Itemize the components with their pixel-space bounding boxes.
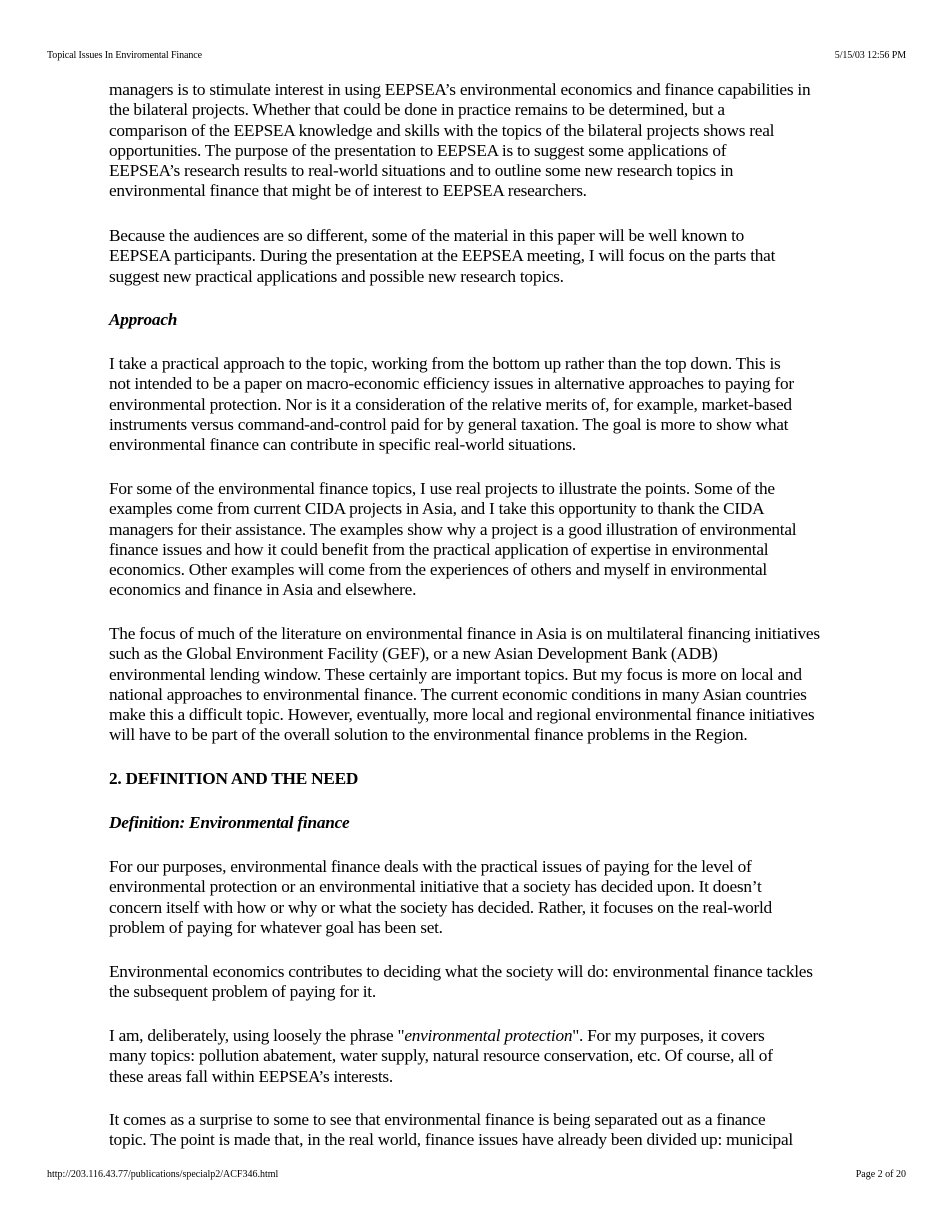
text-line: managers for their assistance. The examples show why a project is a good illustration of environmental	[109, 519, 797, 539]
text-line: make this a difficult topic. However, eventually, more local and regional environmental finance initiatives	[109, 705, 815, 725]
text-line: opportunities. The purpose of the presentation to EEPSEA is to suggest some applications of	[109, 140, 727, 160]
print-header-datetime: 5/15/03 12:56 PM	[834, 50, 906, 61]
text-line: many topics: pollution abatement, water supply, natural resource conservation, etc. Of course, all of	[109, 1046, 773, 1066]
print-footer-url: http://203.116.43.77/publications/specialp2/ACF346.html	[47, 1169, 279, 1180]
text-line: For our purposes, environmental finance deals with the practical issues of paying for the level of	[109, 857, 752, 876]
text-line: topic. The point is made that, in the real world, finance issues have already been divided up: municipal	[109, 1130, 793, 1150]
text-segment: I am, deliberately, using loosely the phrase "	[109, 1026, 405, 1045]
text-line: environmental finance that might be of interest to EEPSEA researchers.	[109, 181, 587, 201]
text-line: EEPSEA participants. During the presentation at the EEPSEA meeting, I will focus on the parts that	[109, 246, 776, 266]
paragraph	[109, 1026, 889, 1087]
paragraph	[109, 80, 889, 202]
text-line: environmental finance can contribute in specific real-world situations.	[109, 435, 576, 455]
text-line: the bilateral projects. Whether that could be done in practice remains to be determined, but a	[109, 100, 725, 120]
text-line	[109, 1026, 889, 1046]
paragraph	[109, 479, 889, 601]
text-line: Environmental economics contributes to deciding what the society will do: environmental finance tackles	[109, 962, 813, 981]
text-line: I take a practical approach to the topic, working from the bottom up rather than the top down. This is	[109, 354, 781, 373]
text-line: concern itself with how or why or what the society has decided. Rather, it focuses on the real-world	[109, 897, 772, 917]
print-footer-page: Page 2 of 20	[855, 1169, 906, 1180]
text-line: will have to be part of the overall solution to the environmental finance problems in the Region.	[109, 725, 748, 745]
text-line: comparison of the EEPSEA knowledge and skills with the topics of the bilateral projects shows real	[109, 120, 775, 140]
text-line: EEPSEA’s research results to real-world situations and to outline some new research topics in	[109, 161, 734, 181]
text-line: instruments versus command-and-control paid for by general taxation. The goal is more to show what	[109, 414, 789, 434]
paragraph	[109, 857, 889, 938]
text-line: Because the audiences are so different, some of the material in this paper will be well known to	[109, 226, 745, 245]
text-line: finance issues and how it could benefit from the practical application of expertise in environmental	[109, 539, 769, 559]
text-line: The focus of much of the literature on environmental finance in Asia is on multilateral financing initiatives	[109, 624, 820, 643]
italic-phrase: environmental protection	[404, 1026, 573, 1045]
text-segment: ". For my purposes, it covers	[572, 1026, 765, 1045]
paragraph	[109, 624, 889, 746]
text-line: these areas fall within EEPSEA’s interests.	[109, 1066, 393, 1086]
text-line: environmental protection. Nor is it a consideration of the relative merits of, for example, market-based	[109, 394, 792, 414]
text-line: For some of the environmental finance topics, I use real projects to illustrate the points. Some of the	[109, 479, 775, 498]
paragraph	[109, 354, 889, 455]
text-line: not intended to be a paper on macro-economic efficiency issues in alternative approaches to paying for	[109, 374, 794, 394]
text-line: problem of paying for whatever goal has been set.	[109, 917, 443, 937]
text-line: such as the Global Environment Facility (GEF), or a new Asian Development Bank (ADB)	[109, 644, 718, 664]
text-line: environmental protection or an environmental initiative that a society has decided upon. It doesn’t	[109, 877, 762, 897]
text-line: environmental lending window. These certainly are important topics. But my focus is more on local and	[109, 664, 802, 684]
print-header-title: Topical Issues In Enviromental Finance	[47, 50, 202, 61]
text-line: economics and finance in Asia and elsewhere.	[109, 580, 417, 600]
text-line: the subsequent problem of paying for it.	[109, 982, 376, 1002]
heading-section-2: 2. DEFINITION AND THE NEED	[109, 769, 359, 788]
text-line: managers is to stimulate interest in using EEPSEA’s environmental economics and finance capabilities in	[109, 80, 811, 99]
paragraph	[109, 226, 889, 287]
text-line: national approaches to environmental finance. The current economic conditions in many Asian countries	[109, 684, 807, 704]
text-line: suggest new practical applications and possible new research topics.	[109, 266, 564, 286]
paragraph	[109, 1110, 889, 1151]
paragraph	[109, 962, 889, 1003]
text-line: It comes as a surprise to some to see that environmental finance is being separated out as a finance	[109, 1110, 766, 1129]
heading-approach: Approach	[109, 310, 178, 329]
text-line: economics. Other examples will come from the experiences of others and myself in environmental	[109, 560, 767, 580]
text-line: examples come from current CIDA projects in Asia, and I take this opportunity to thank the CIDA	[109, 499, 765, 519]
heading-definition: Definition: Environmental finance	[109, 813, 350, 832]
